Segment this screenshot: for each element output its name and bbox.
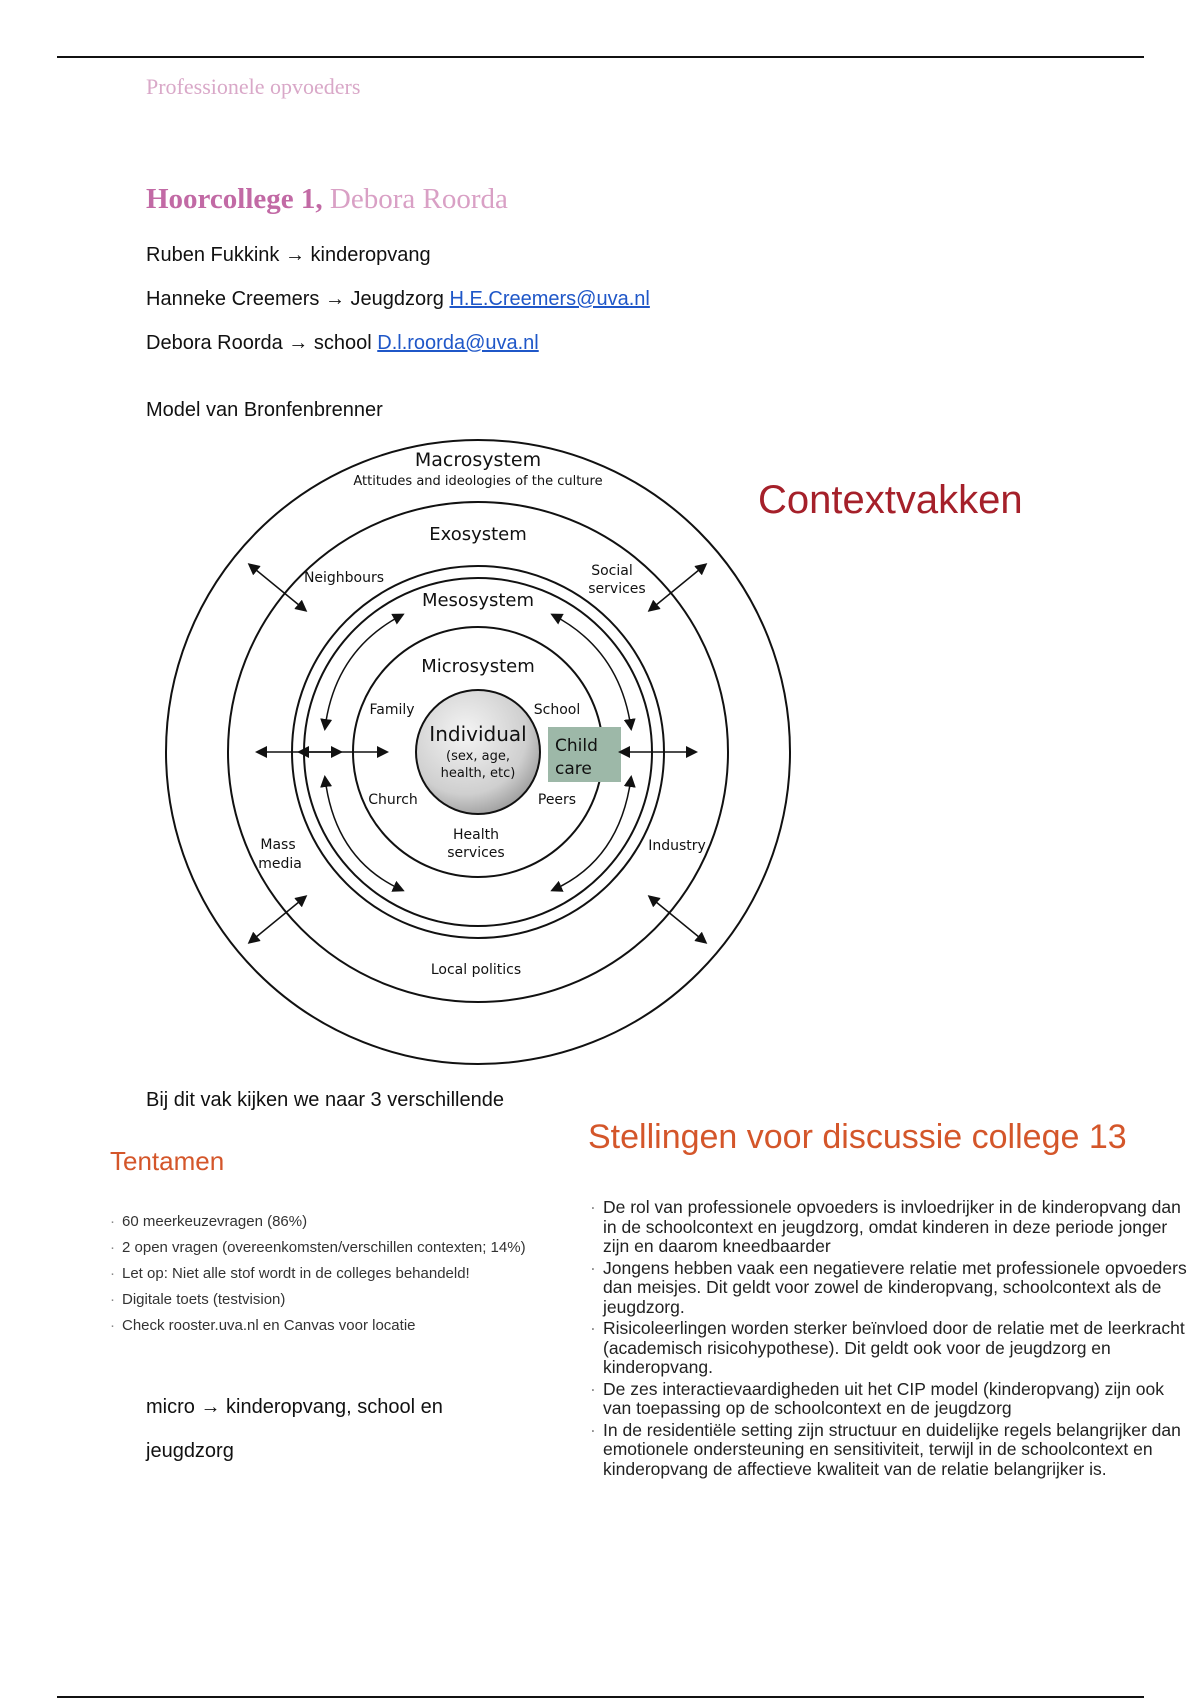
contact-text: Hanneke Creemers → Jeugdzorg	[146, 288, 444, 310]
label-exosystem: Exosystem	[429, 524, 527, 545]
label-individual-sub2: health, etc)	[440, 766, 516, 781]
label-peers: Peers	[537, 792, 577, 808]
label-individual: Individual	[429, 722, 527, 746]
stellingen-heading: Stellingen voor discussie college 13	[588, 1118, 1127, 1156]
label-local-politics: Local politics	[430, 962, 522, 978]
contact-text: Ruben Fukkink → kinderopvang	[146, 244, 431, 266]
running-header: Professionele opvoeders	[146, 74, 361, 99]
list-item: · De rol van professionele opvoeders is invloedrijker in de kinderopvang dan in de schoolcontext en jeugdzorg, omdat kinderen in deze periode jonger zijn en daarom kneedbaarder	[590, 1198, 1190, 1257]
label-school: School	[533, 702, 581, 718]
micro-line-1: micro → kinderopvang, school en	[146, 1396, 443, 1418]
email-link[interactable]: H.E.Creemers@uva.nl	[449, 288, 650, 310]
email-link[interactable]: D.l.roorda@uva.nl	[377, 332, 539, 354]
label-health-2: services	[447, 845, 505, 861]
label-family: Family	[369, 702, 415, 718]
tentamen-list	[110, 1212, 565, 1342]
intro-line: Bij dit vak kijken we naar 3 verschillende	[146, 1089, 504, 1111]
micro-line-2: jeugdzorg	[146, 1440, 234, 1462]
list-item: · Check rooster.uva.nl en Canvas voor locatie	[110, 1316, 565, 1335]
list-item: · In de residentiële setting zijn structuur en duidelijke regels belangrijker dan emotionele ondersteuning en sensitiviteit, terwijl in de schoolcontext en kinderopvang de affectieve kwaliteit van de relatie belangrijker is.	[590, 1421, 1190, 1480]
list-item: · Let op: Niet alle stof wordt in de colleges behandeld!	[110, 1264, 565, 1283]
arrow-diag-tr	[650, 565, 705, 610]
label-church: Church	[368, 792, 418, 808]
model-label: Model van Bronfenbrenner	[146, 399, 383, 421]
label-child-care-2: care	[555, 759, 592, 779]
label-individual-sub1: (sex, age,	[446, 749, 510, 764]
label-social-2: services	[588, 581, 646, 597]
label-industry: Industry	[648, 838, 706, 854]
contact-text: Debora Roorda → school	[146, 332, 372, 354]
label-mass-2: media	[258, 856, 302, 872]
tentamen-heading: Tentamen	[110, 1146, 225, 1176]
label-neighbours: Neighbours	[303, 570, 385, 586]
label-microsystem: Microsystem	[421, 656, 535, 677]
label-mass-1: Mass	[260, 837, 296, 853]
stellingen-list	[590, 1198, 1190, 1481]
title-bold: Hoorcollege 1,	[146, 183, 323, 215]
bottom-rule	[57, 1696, 1144, 1698]
contextvakken-heading: Contextvakken	[758, 478, 1023, 522]
list-item: · Jongens hebben vaak een negatievere relatie met professionele opvoeders dan meisjes. Dit geldt voor zowel de kinderopvang, schoolcontext als de jeugdzorg.	[590, 1259, 1190, 1318]
label-health-1: Health	[453, 827, 499, 843]
title-author: Debora Roorda	[329, 183, 508, 215]
list-item: · 60 meerkeuzevragen (86%)	[110, 1212, 565, 1231]
label-macrosystem: Macrosystem	[414, 449, 542, 471]
list-item: · 2 open vragen (overeenkomsten/verschillen contexten; 14%)	[110, 1238, 565, 1257]
list-item: · Risicoleerlingen worden sterker beïnvloed door de relatie met de leerkracht (academisch risicohypothese). Dit geldt ook voor de jeugdzorg en kinderopvang.	[590, 1319, 1190, 1378]
label-social-1: Social	[591, 563, 633, 579]
arrow-diag-bl	[250, 897, 305, 942]
label-mesosystem: Mesosystem	[421, 590, 535, 611]
list-item: · De zes interactievaardigheden uit het CIP model (kinderopvang) zijn ook van toepassing op de schoolcontext en de jeugdzorg	[590, 1380, 1190, 1419]
label-child-care-1: Child	[555, 736, 598, 756]
list-item: · Digitale toets (testvision)	[110, 1290, 565, 1309]
label-macrosystem-sub: Attitudes and ideologies of the culture	[353, 474, 603, 489]
